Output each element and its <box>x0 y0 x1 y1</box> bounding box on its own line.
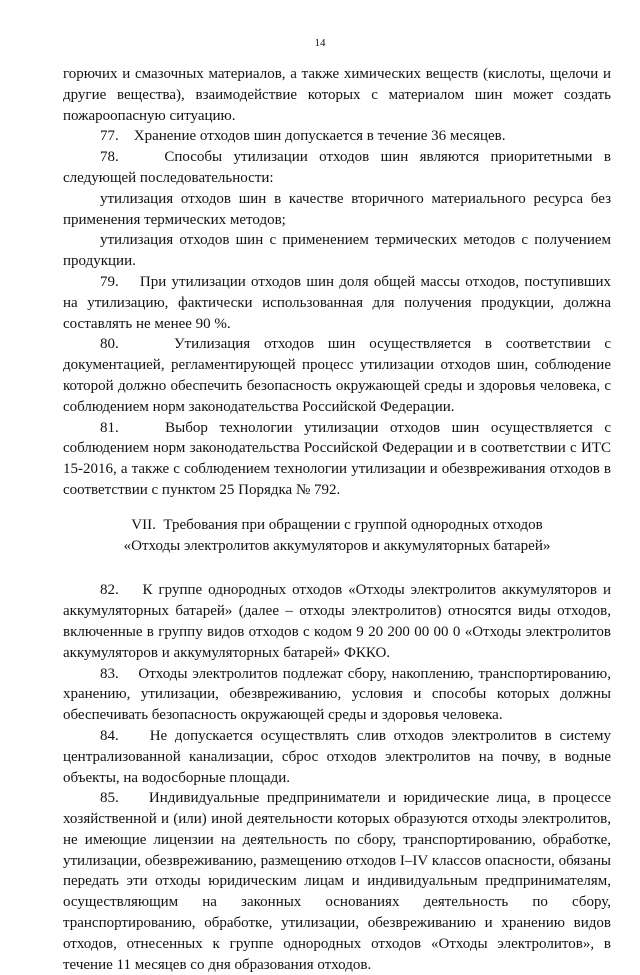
paragraph-78-item-1: утилизация отходов шин в качестве вторичного материального ресурса без применения термических методов; <box>63 190 611 228</box>
paragraph-84: 84. Не допускается осуществлять слив отходов электролитов в систему централизованной канализации, сброс отходов электролитов на почву, в водные объекты, на водосборные площади. <box>63 727 611 786</box>
paragraph-83: 83. Отходы электролитов подлежат сбору, накоплению, транспортированию, хранению, утилизации, обезвреживанию, условия и способы которых должны обеспечивать безопасность окружающей среды и здоровья человека. <box>63 665 611 724</box>
paragraph-79: 79. При утилизации отходов шин доля общей массы отходов, поступивших на утилизацию, фактически использованная для получения продукции, должна составлять не менее 90 %. <box>63 273 611 332</box>
section-heading <box>63 515 611 557</box>
paragraph-81: 81. Выбор технологии утилизации отходов шин осуществляется с соблюдением норм законодательства Российской Федерации и в соответствии с ИТС 15-2016, а также с соблюдением технологии утилизации и обезвреживания отходов в соответствии с пунктом 25 Порядка № 792. <box>63 419 611 498</box>
section-heading-line-2: «Отходы электролитов аккумуляторов и аккумуляторных батарей» <box>123 537 551 554</box>
paragraph-77: 77. Хранение отходов шин допускается в течение 36 месяцев. <box>100 128 506 145</box>
paragraph-78-item-2: утилизация отходов шин с применением термических методов с получением продукции. <box>63 232 611 270</box>
section-heading-line-1: VII. Требования при обращении с группой однородных отходов <box>131 516 543 533</box>
paragraph-78: 78. Способы утилизации отходов шин являются приоритетными в следующей последовательности: <box>63 149 611 186</box>
document-body <box>63 64 611 975</box>
paragraph-80: 80. Утилизация отходов шин осуществляется в соответствии с документацией, регламентирующей процесс утилизации отходов шин, соблюдение которой должно обеспечить безопасность окружающей среды и здоровья человека, с соблюдением норм законодательства Российской Федерации. <box>63 336 611 415</box>
paragraph-85: 85. Индивидуальные предприниматели и юридические лица, в процессе хозяйственной и (или) иной деятельности которых образуются отходы электролитов, не имеющие лицензии на деятельность по сбору, транспортированию, обработке, утилизации, обезвреживанию, размещению отходов I–IV классов опасности, обязаны передать эти отходы юридическим лицам и индивидуальным предпринимателям, осуществляющим на законных основаниях деятельность по сбору, транспортированию, обработке, утилизации, обезвреживанию и хранению видов отходов, отнесенных к группе однородных отходов «Отходы электролитов», в течение 11 месяцев со дня образования отходов. <box>63 790 611 973</box>
paragraph-82: 82. К группе однородных отходов «Отходы электролитов аккумуляторов и аккумуляторных батарей» (далее – отходы электролитов) относятся виды отходов, включенные в группу видов отходов с кодом 9 20 200 00 00 0 «Отходы электролитов аккумуляторов и аккумуляторных батарей» ФККО. <box>63 582 611 661</box>
page-number: 14 <box>314 37 326 49</box>
paragraph-continuation: горючих и смазочных материалов, а также химических веществ (кислоты, щелочи и другие вещества), взаимодействие которых с материалом шин может создать пожароопасную ситуацию. <box>63 66 611 124</box>
